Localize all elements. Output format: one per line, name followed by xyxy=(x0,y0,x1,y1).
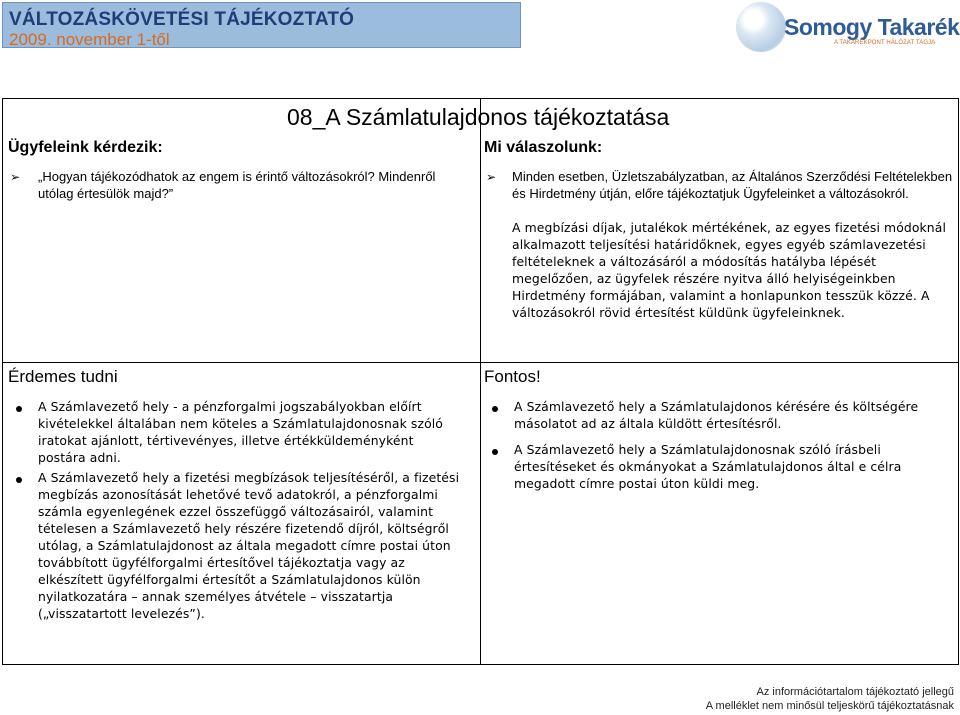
somogy-takarek-logo xyxy=(736,0,958,56)
footer-disclaimer-2: A melléklet nem minősül teljeskörű tájékoztatásnak xyxy=(705,700,954,712)
section-title: 08_A Számlatulajdonos tájékoztatása xyxy=(287,104,670,130)
arrow-bullet-icon: ➢ xyxy=(486,170,497,184)
important-item-2: A Számlavezető hely a Számlatulajdonosnak szóló írásbeli értesítéseket és okmányokat a Számlatulajdonos által e célra megadott címre postai úton küldi meg. xyxy=(514,442,902,491)
bullet-icon xyxy=(492,449,498,455)
bullet-icon xyxy=(492,406,498,412)
page-title: VÁLTOZÁSKÖVETÉSI TÁJÉKOZTATÓ xyxy=(9,9,355,30)
arrow-bullet-icon: ➢ xyxy=(10,170,21,184)
bullet-icon xyxy=(16,406,22,412)
logo-emblem-icon xyxy=(736,2,786,52)
worth-knowing-heading: Érdemes tudni xyxy=(8,367,118,386)
column-divider xyxy=(480,99,481,664)
we-answer-heading: Mi válaszolunk: xyxy=(484,139,603,156)
row-divider xyxy=(3,362,958,363)
header-banner xyxy=(2,2,521,48)
bullet-icon xyxy=(16,477,22,483)
customer-question: „Hogyan tájékozódhatok az engem is érintő változásokról? Mindenről utólag értesülök majd?” xyxy=(38,169,436,201)
customers-ask-heading: Ügyfeleink kérdezik: xyxy=(8,139,163,156)
page-subtitle: 2009. november 1-től xyxy=(9,30,170,49)
logo-tagline: A TAKARÉKPONT HÁLÓZAT TAGJA xyxy=(834,40,936,46)
logo-text: Somogy Takarék xyxy=(784,14,960,40)
answer-paragraph-1: Minden esetben, Üzletszabályzatban, az Általános Szerződési Feltételekben és Hirdetmény útján, előre tájékoztatjuk Ügyfeleinket a változásokról. xyxy=(512,169,953,201)
important-heading: Fontos! xyxy=(484,367,541,386)
important-item-1: A Számlavezető hely a Számlatulajdonos kérésére és költségére másolatot ad az általa küldött értesítésről. xyxy=(514,399,919,431)
answer-paragraph-2: A megbízási díjak, jutalékok mértékének, az egyes fizetési módoknál alkalmazott teljesítési határidőknek, egyes egyéb számlavezetési feltételeknek a változásáról a módosítás hatályba lépését megelőzően, az ügyfelek részére nyitva álló helyiségeinkben Hirdetmény formájában, valamint a honlapunkon tesszük közzé. A változásokról rövid értesítést küldünk ügyfeleinknek. xyxy=(512,220,946,320)
worth-knowing-item-2: A Számlavezető hely a fizetési megbízások teljesítéséről, a fizetési megbízás azonosítását lehetővé tevő adatokról, a pénzforgalmi számla egyenlegének ezzel összefüggő változásairól, valamint tételesen a Számlavezető hely részére fizetendő díjról, költségről utólag, a Számlatulajdonost az általa megadott címre postai úton továbbított ügyfélforgalmi értesítővel tájékoztatja vagy az elkészített ügyfélforgalmi értesítőt a Számlatulajdonos külön nyilatkozatára – annak személyes átvétele – visszatartja („visszatartott levelezés”). xyxy=(38,470,460,621)
worth-knowing-item-1: A Számlavezető hely - a pénzforgalmi jogszabályokban előírt kivételekkel általában nem köteles a Számlatulajdonosnak szóló iratokat ajánlott, tértivevényes, illetve értékküldeményként postára adni. xyxy=(38,399,443,465)
footer-disclaimer-1: Az információtartalom tájékoztató jellegű xyxy=(756,686,954,698)
